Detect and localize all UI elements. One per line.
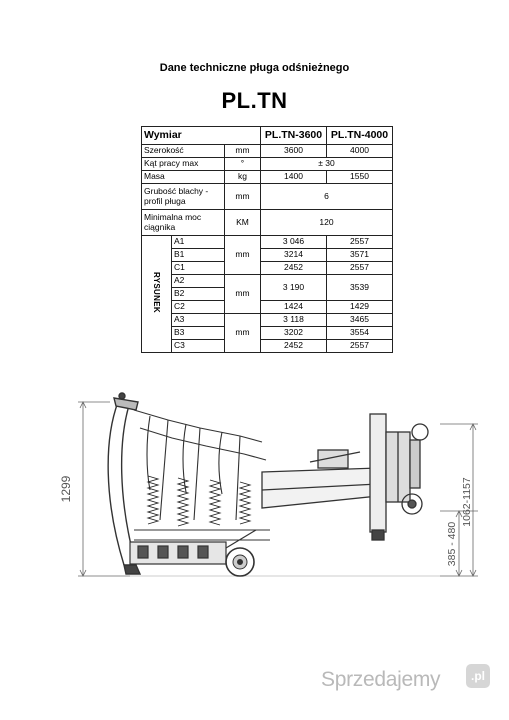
dim-code: B3 — [172, 327, 225, 340]
drawing-section-label: RYSUNEK — [152, 272, 162, 314]
dim-value-3600: 3202 — [261, 327, 327, 340]
hitch-mast — [370, 414, 428, 540]
row-value-4000: 1550 — [327, 171, 393, 184]
row-unit: kg — [225, 171, 261, 184]
dim-value-3600: 1424 — [261, 301, 327, 314]
drawing-section-cell — [142, 236, 172, 353]
table-header-row — [142, 127, 393, 145]
doc-title: PL.TN — [221, 88, 288, 113]
table-row — [142, 340, 393, 353]
dim-unit: mm — [225, 275, 261, 314]
dim-code: B1 — [172, 249, 225, 262]
table-row — [142, 236, 393, 249]
table-row — [142, 301, 393, 314]
dim-value-4000: 3539 — [327, 275, 393, 301]
doc-subtitle: Dane techniczne pługa odśnieżnego — [159, 62, 350, 74]
dim-value-4000: 3571 — [327, 249, 393, 262]
table-row — [142, 171, 393, 184]
row-label: Grubość blachy - profil pługa — [142, 184, 225, 210]
row-unit: mm — [225, 184, 261, 210]
table-row — [142, 314, 393, 327]
watermark-text: Sprzedajemy — [321, 668, 441, 691]
dim-value-4000: 1429 — [327, 301, 393, 314]
plough-boom-arm — [262, 450, 378, 508]
dimension-height-label: 1299 — [59, 475, 73, 503]
row-value-3600: 1400 — [261, 171, 327, 184]
dim-value-3600: 3214 — [261, 249, 327, 262]
table-row — [142, 210, 393, 236]
row-value-merged: 6 — [261, 184, 393, 210]
dim-code: A1 — [172, 236, 225, 249]
table-row — [142, 184, 393, 210]
dim-value-3600: 2452 — [261, 262, 327, 275]
dim-value-4000: 3554 — [327, 327, 393, 340]
dim-code: A3 — [172, 314, 225, 327]
watermark-badge: .pl — [466, 664, 490, 688]
dim-value-3600: 3 046 — [261, 236, 327, 249]
support-wheel — [226, 530, 256, 576]
dim-code: B2 — [172, 288, 225, 301]
plough-blade-base — [130, 542, 226, 564]
row-label: Szerokość — [142, 145, 225, 158]
dim-value-3600: 3 190 — [261, 275, 327, 301]
spec-table — [141, 126, 393, 353]
table-row — [142, 145, 393, 158]
table-row — [142, 275, 393, 288]
dim-value-4000: 3465 — [327, 314, 393, 327]
table-row — [142, 327, 393, 340]
dim-value-4000: 2557 — [327, 340, 393, 353]
header-model-4000: PL.TN-4000 — [327, 127, 393, 145]
row-unit: KM — [225, 210, 261, 236]
table-row — [142, 262, 393, 275]
dim-unit: mm — [225, 314, 261, 353]
dimension-hitch-high-label: 1062-1157 — [461, 477, 473, 527]
dim-code: C1 — [172, 262, 225, 275]
table-row — [142, 249, 393, 262]
row-value-merged: 120 — [261, 210, 393, 236]
table-row — [142, 158, 393, 171]
row-value-merged: ± 30 — [261, 158, 393, 171]
dim-value-3600: 3 118 — [261, 314, 327, 327]
dim-code: A2 — [172, 275, 225, 288]
dim-value-4000: 2557 — [327, 236, 393, 249]
row-label: Masa — [142, 171, 225, 184]
row-label: Minimalna moc ciągnika — [142, 210, 225, 236]
row-value-4000: 4000 — [327, 145, 393, 158]
row-unit: mm — [225, 145, 261, 158]
dim-unit: mm — [225, 236, 261, 275]
dim-code: C2 — [172, 301, 225, 314]
header-dimension: Wymiar — [142, 127, 261, 145]
row-unit: ° — [225, 158, 261, 171]
dim-value-4000: 2557 — [327, 262, 393, 275]
dim-code: C3 — [172, 340, 225, 353]
header-model-3600: PL.TN-3600 — [261, 127, 327, 145]
dim-value-3600: 2452 — [261, 340, 327, 353]
row-value-3600: 3600 — [261, 145, 327, 158]
row-label: Kąt pracy max — [142, 158, 225, 171]
plough-side-drawing — [0, 380, 509, 600]
dimension-hitch-low-label: 385 - 480 — [446, 521, 458, 567]
